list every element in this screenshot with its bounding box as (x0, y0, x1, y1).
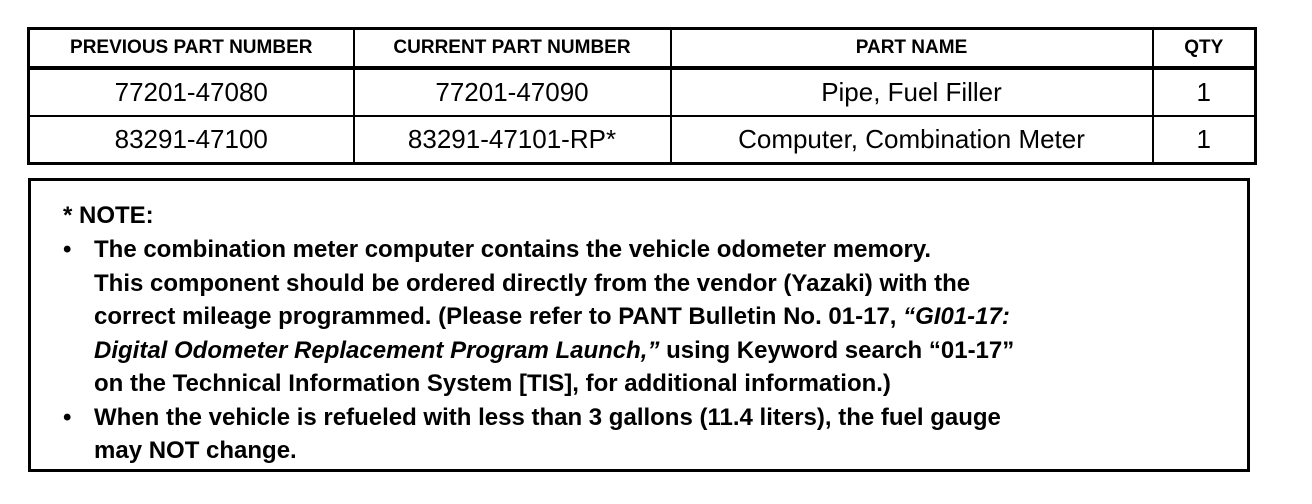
note-title: * NOTE: (63, 202, 154, 229)
note-line: on the Technical Information System [TIS], for additional information.) (94, 370, 891, 397)
part-name-cell: Pipe, Fuel Filler (671, 68, 1153, 116)
part-name-cell: Computer, Combination Meter (671, 116, 1153, 164)
parts-table (27, 27, 1257, 165)
note-bullet-odometer (61, 233, 1231, 401)
header-part-name: PART NAME (671, 29, 1153, 69)
bullet-icon: • (63, 236, 72, 263)
note-text: correct mileage programmed. (Please refer to PANT Bulletin No. 01-17, (94, 303, 904, 330)
table-row (29, 68, 1256, 116)
bulletin-title-text: Digital Odometer Replacement Program Launch,” (94, 336, 660, 364)
header-qty: QTY (1153, 29, 1256, 69)
current-part-number-cell: 77201-47090 (354, 68, 671, 116)
current-part-number-cell: 83291-47101-RP* (354, 116, 671, 164)
note-bullet-list (61, 233, 1231, 468)
qty-cell: 1 (1153, 116, 1256, 164)
note-line: This component should be ordered directly from the vendor (Yazaki) with the (94, 269, 971, 297)
table-header-row (29, 29, 1256, 69)
previous-part-number-cell: 77201-47080 (29, 68, 354, 116)
note-line (94, 334, 1231, 368)
note-line: When the vehicle is refueled with less than 3 gallons (11.4 liters), the fuel gauge (94, 403, 1001, 431)
note-line: may NOT change. (94, 437, 297, 464)
table-row (29, 116, 1256, 164)
bulletin-title-text: “GI01-17: (903, 303, 1010, 330)
header-previous-part-number: PREVIOUS PART NUMBER (29, 29, 354, 69)
bullet-icon: • (63, 403, 72, 431)
previous-part-number-cell: 83291-47100 (29, 116, 354, 164)
note-bullet-fuel-gauge (61, 401, 1231, 468)
note-line (94, 300, 1231, 334)
note-text: using Keyword search “01-17” (659, 336, 1015, 364)
note-box (28, 178, 1250, 472)
note-line: The combination meter computer contains the vehicle odometer memory. (94, 236, 932, 263)
qty-cell: 1 (1153, 68, 1256, 116)
header-current-part-number: CURRENT PART NUMBER (354, 29, 671, 69)
